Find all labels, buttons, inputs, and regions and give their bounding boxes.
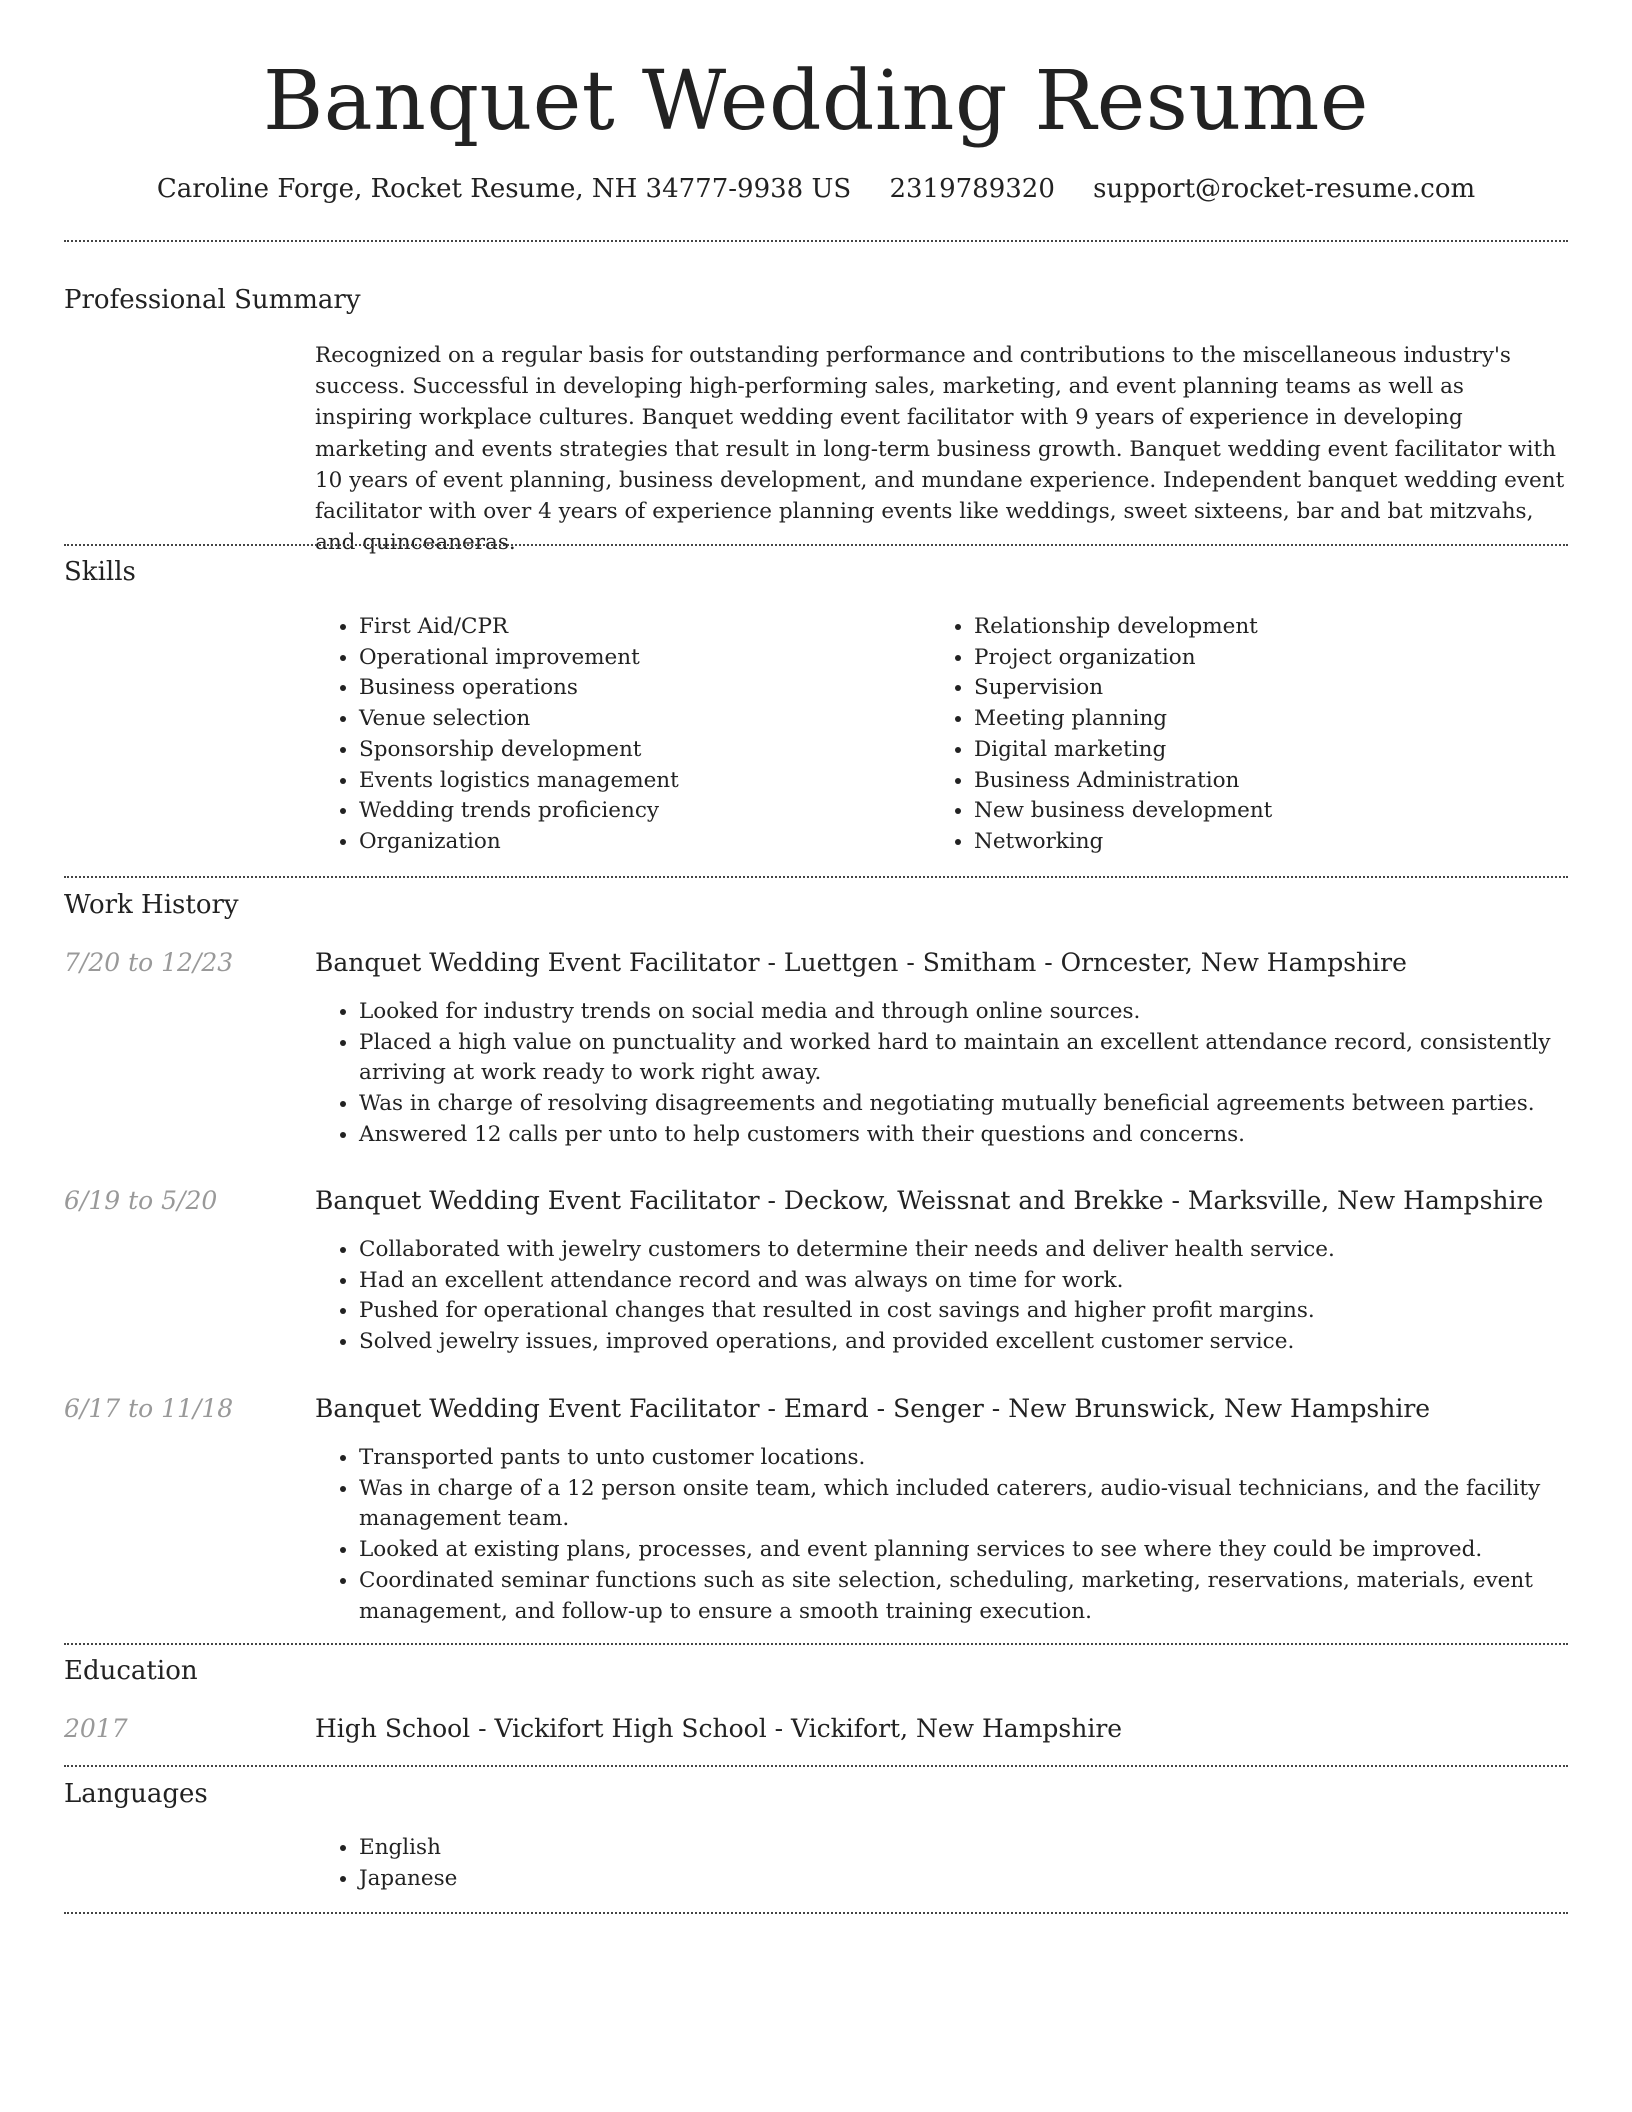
job-duty: • Looked for industry trends on social media and through online sources. [359,997,1612,1028]
education-year: 2017 [64,1714,128,1743]
skill-item: • Venue selection [359,704,919,735]
skill-item: • New business development [974,796,1574,827]
skill-item: • Networking [974,827,1574,858]
section-divider [64,240,1568,242]
skill-item: • Operational improvement [359,643,919,674]
section-divider [64,1912,1568,1914]
skill-item: • Wedding trends proficiency [359,796,919,827]
job-duty: • Coordinated seminar functions such as site selection, scheduling, marketing, reservations, materials, event management, and follow-up to ensure a smooth training execution. [359,1566,1612,1627]
job-title: Banquet Wedding Event Facilitator - Luettgen - Smitham - Orncester, New Hampshire [315,948,1407,977]
job-title: Banquet Wedding Event Facilitator - Emard - Senger - New Brunswick, New Hampshire [315,1394,1431,1423]
job-duty: • Collaborated with jewelry customers to determine their needs and deliver health service. [359,1235,1612,1266]
contact-phone: 2319789320 [889,174,1055,204]
skill-item: • Organization [359,827,919,858]
skill-item: • First Aid/CPR [359,612,919,643]
summary-text: Recognized on a regular basis for outstanding performance and contributions to the miscellaneous industry's success. Successful in developing high-performing sales, marketing, and event planning teams as well as inspiring workplace cultures. Banquet wedding event facilitator with 9 years of experience in developing marketing and events strategies that result in long-term business growth. Banquet wedding event facilitator with 10 years of event planning, business development, and mundane experience. Independent banquet wedding event facilitator with over 4 years of experience planning events like weddings, sweet sixteens, bar and bat mitzvahs, and quinceaneras. [315,343,1565,556]
job-duty: • Transported pants to unto customer locations. [359,1443,1612,1474]
skill-item: • Project organization [974,643,1574,674]
resume-title: Banquet Wedding Resume [263,54,1369,149]
section-divider [64,876,1568,878]
job-duty: • Was in charge of a 12 person onsite team, which included caterers, audio-visual technicians, and the facility management team. [359,1474,1612,1535]
job-title: Banquet Wedding Event Facilitator - Deckow, Weissnat and Brekke - Marksville, New Hampshire [315,1186,1544,1215]
education-entry: High School - Vickifort High School - Vickifort, New Hampshire [315,1714,1123,1743]
skill-item: • Meeting planning [974,704,1574,735]
job-duties [315,1443,1612,1627]
languages-heading: Languages [64,1779,208,1809]
language-item: • English [359,1833,959,1864]
skill-item: • Relationship development [974,612,1574,643]
job-duty: • Looked at existing plans, processes, and event planning services to see where they could be improved. [359,1535,1612,1566]
skill-item: • Sponsorship development [359,735,919,766]
skill-item: • Digital marketing [974,735,1574,766]
job-dates: 6/17 to 11/18 [64,1394,234,1423]
contact-line [0,172,1632,206]
education-heading: Education [64,1656,198,1686]
work-heading: Work History [64,890,239,920]
languages-list [315,1833,959,1894]
contact-email: support@rocket-resume.com [1093,174,1476,204]
job-dates: 6/19 to 5/20 [64,1186,218,1215]
section-divider [64,1643,1568,1645]
job-dates: 7/20 to 12/23 [64,948,234,977]
language-item: • Japanese [359,1864,959,1895]
job-duty: • Solved jewelry issues, improved operations, and provided excellent customer service. [359,1327,1612,1358]
job-duty: • Had an excellent attendance record and was always on time for work. [359,1266,1612,1297]
skill-item: • Business Administration [974,766,1574,797]
job-duties [315,1235,1612,1358]
skill-item: • Business operations [359,673,919,704]
job-duty: • Pushed for operational changes that resulted in cost savings and higher profit margins. [359,1296,1612,1327]
job-duties [315,997,1612,1151]
section-divider [64,544,1568,546]
contact-address: Caroline Forge, Rocket Resume, NH 34777-9938 US [156,174,852,204]
job-duty: • Placed a high value on punctuality and worked hard to maintain an excellent attendance record, consistently arriving at work ready to work right away. [359,1028,1612,1089]
job-duty: • Was in charge of resolving disagreements and negotiating mutually beneficial agreements between parties. [359,1089,1612,1120]
section-divider [64,1765,1568,1767]
skill-item: • Events logistics management [359,766,919,797]
summary-heading: Professional Summary [64,285,361,315]
skills-list-left [315,612,919,858]
job-duty: • Answered 12 calls per unto to help customers with their questions and concerns. [359,1120,1612,1151]
skill-item: • Supervision [974,673,1574,704]
skills-heading: Skills [64,557,136,587]
skills-list-right [930,612,1574,858]
